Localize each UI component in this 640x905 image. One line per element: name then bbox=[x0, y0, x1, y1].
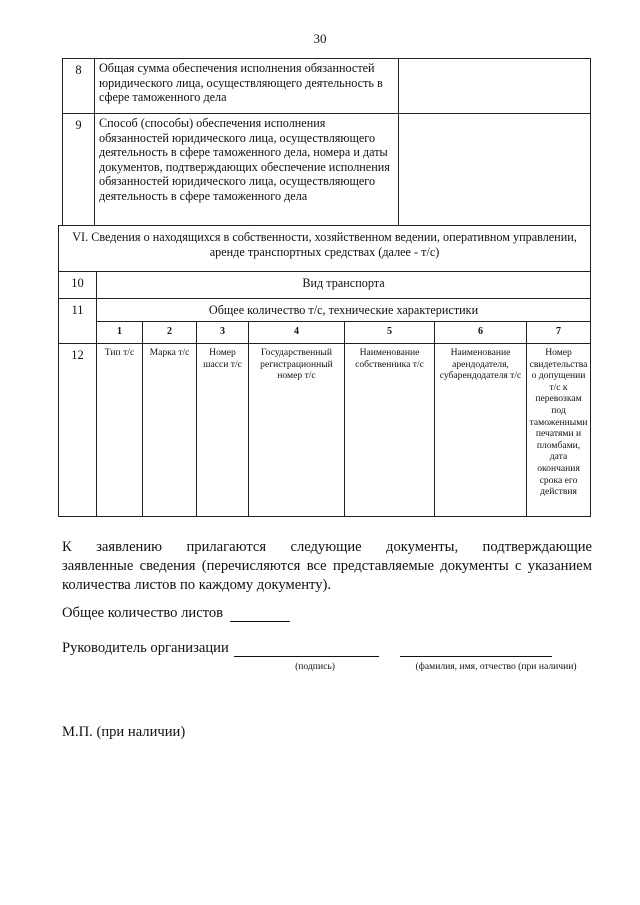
column-header-vehicle-type: Тип т/с bbox=[97, 344, 143, 517]
column-header-registration-number: Государственный регистрационный номер т/с bbox=[249, 344, 345, 517]
section-title: VI. Сведения о находящихся в собственности, хозяйственном ведении, оперативном управлении, аренде транспортных средствах (далее - т/с) bbox=[59, 226, 591, 272]
column-number: 1 bbox=[97, 322, 143, 344]
column-header-brand: Марка т/с bbox=[143, 344, 197, 517]
table-row-8 bbox=[63, 59, 591, 114]
page-number: 30 bbox=[313, 31, 327, 46]
table-row-11 bbox=[59, 299, 591, 322]
table-row-10 bbox=[59, 272, 591, 299]
total-sheets-field[interactable] bbox=[230, 606, 290, 622]
full-name-field[interactable] bbox=[400, 641, 552, 657]
column-number: 5 bbox=[345, 322, 435, 344]
total-sheets-label: Общее количество листов bbox=[62, 605, 224, 621]
column-number: 6 bbox=[435, 322, 527, 344]
column-header-lessor-name: Наименование арендодателя, субарендодателя т/с bbox=[435, 344, 527, 517]
row-value-empty[interactable] bbox=[399, 114, 591, 226]
row-number: 10 bbox=[59, 272, 97, 299]
row-number: 12 bbox=[59, 344, 97, 517]
column-number: 3 bbox=[197, 322, 249, 344]
column-numbers-row bbox=[59, 322, 591, 344]
table-row-9 bbox=[63, 114, 591, 226]
signature-field[interactable] bbox=[234, 641, 379, 657]
column-header-certificate: Номер свидетельства о допущении т/с к перевозкам под таможенными печатями и пломбами, дата окончания срока его действия bbox=[527, 344, 591, 517]
row-value-empty[interactable] bbox=[399, 59, 591, 114]
info-table-top bbox=[62, 58, 591, 226]
transport-table bbox=[58, 225, 591, 517]
row-description: Общая сумма обеспечения исполнения обязанностей юридического лица, осуществляющего деятельность в сфере таможенного дела bbox=[95, 59, 399, 114]
row-number: 9 bbox=[63, 114, 95, 226]
attachment-paragraph-line1: К заявлению прилагаются следующие документы, подтверждающие bbox=[62, 539, 592, 555]
column-number: 2 bbox=[143, 322, 197, 344]
row-description: Способ (способы) обеспечения исполнения обязанностей юридического лица, осуществляющего деятельность в сфере таможенного дела, номера и даты документов, подтверждающих обеспечение исполнения обязанностей юридического лица, осуществляющего деятельность в сфере таможенного дела bbox=[95, 114, 399, 226]
stamp-label: М.П. (при наличии) bbox=[62, 724, 186, 740]
attachment-paragraph-line2: заявленные сведения (перечисляются все представляемые документы с указанием количества листов по каждому документу). bbox=[62, 558, 592, 593]
column-number: 7 bbox=[527, 322, 591, 344]
column-number: 4 bbox=[249, 322, 345, 344]
transport-type-header: Вид транспорта bbox=[97, 272, 591, 299]
head-label: Руководитель организации bbox=[62, 640, 229, 656]
name-caption: (фамилия, имя, отчество (при наличии) bbox=[415, 661, 577, 672]
column-header-chassis-number: Номер шасси т/с bbox=[197, 344, 249, 517]
row-number: 11 bbox=[59, 299, 97, 344]
total-count-header: Общее количество т/с, технические характеристики bbox=[97, 299, 591, 322]
table-row-12 bbox=[59, 344, 591, 517]
section-header-row bbox=[59, 226, 591, 272]
row-number: 8 bbox=[63, 59, 95, 114]
signature-caption: (подпись) bbox=[295, 661, 335, 672]
column-header-owner-name: Наименование собственника т/с bbox=[345, 344, 435, 517]
